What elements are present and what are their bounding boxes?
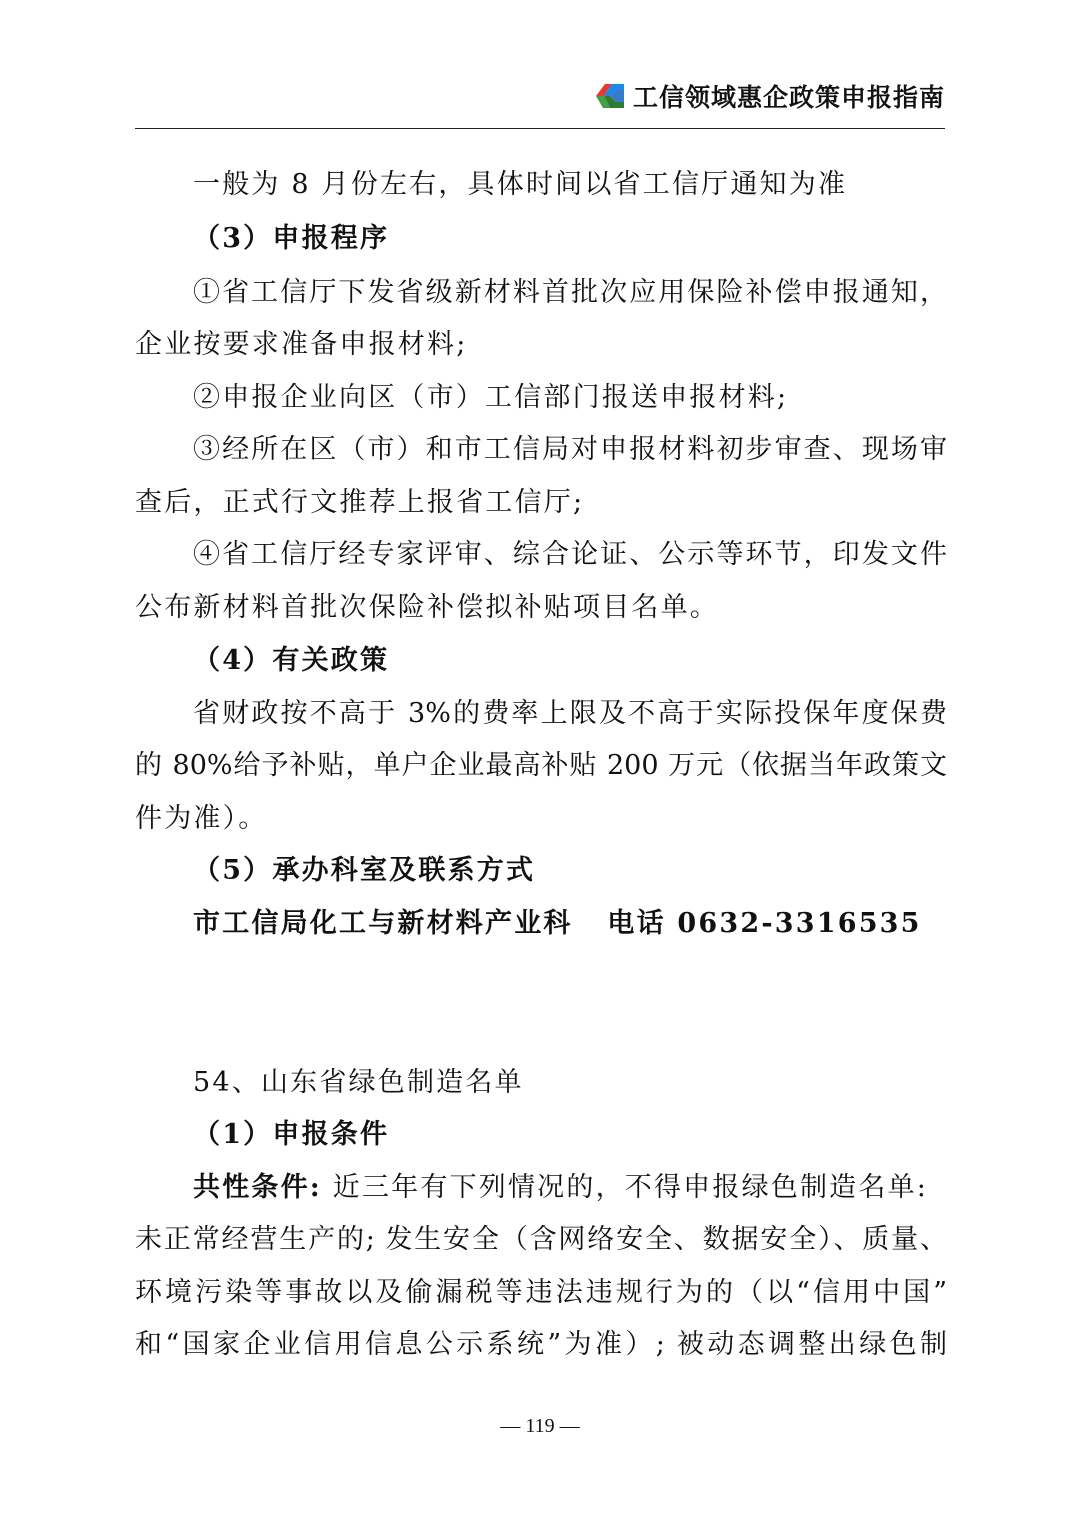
section-heading: （5）承办科室及联系方式 (193, 855, 536, 886)
text-line: ③经所在区（市）和市工信局对申报材料初步审查、现场审 (193, 434, 947, 465)
text-line: ④省工信厅经专家评审、综合论证、公示等环节，印发文件 (193, 539, 947, 570)
text-line: ①省工信厅下发省级新材料首批次应用保险补偿申报通知， (193, 277, 947, 308)
text-line: 省财政按不高于 3%的费率上限及不高于实际投保年度保费 (193, 698, 947, 729)
common-conditions-label: 共性条件: (193, 1172, 322, 1203)
text-line: 未正常经营生产的; 发生安全（含网络安全、数据安全）、质量、 (135, 1224, 947, 1255)
header-title: 工信领域惠企政策申报指南 (632, 83, 945, 112)
text-line: 环境污染等事故以及偷漏税等违法违规行为的（以“信用中国” (135, 1277, 947, 1308)
section-heading: （1）申报条件 (193, 1119, 390, 1150)
page-header (593, 76, 945, 116)
section-heading: （4）有关政策 (193, 645, 390, 676)
page-number: — 119 — (500, 1415, 580, 1437)
section-heading: （3）申报程序 (193, 223, 390, 254)
text-line: 公布新材料首批次保险补偿拟补贴项目名单。 (135, 592, 719, 623)
logo-icon (593, 79, 627, 113)
text-line: 查后，正式行文推荐上报省工信厅; (135, 487, 585, 518)
text-line: 企业按要求准备申报材料; (135, 329, 468, 360)
text-line: 件为准）。 (135, 803, 268, 834)
text-line: 和“国家企业信用信息公示系统”为准）; 被动态调整出绿色制 (135, 1329, 947, 1360)
text-line: 一般为 8 月份左右，具体时间以省工信厅通知为准 (193, 169, 848, 200)
text-line: 的 80%给予补贴，单户企业最高补贴 200 万元（依据当年政策文 (135, 750, 947, 781)
section-title: 54、山东省绿色制造名单 (193, 1067, 524, 1098)
header-divider (135, 128, 945, 129)
text-span: 近三年有下列情况的，不得申报绿色制造名单: (332, 1172, 929, 1203)
text-line: ②申报企业向区（市）工信部门报送申报材料; (193, 382, 789, 413)
contact-line: 市工信局化工与新材料产业科 电话 0632-3316535 (193, 908, 922, 939)
text-line (193, 1170, 947, 1206)
